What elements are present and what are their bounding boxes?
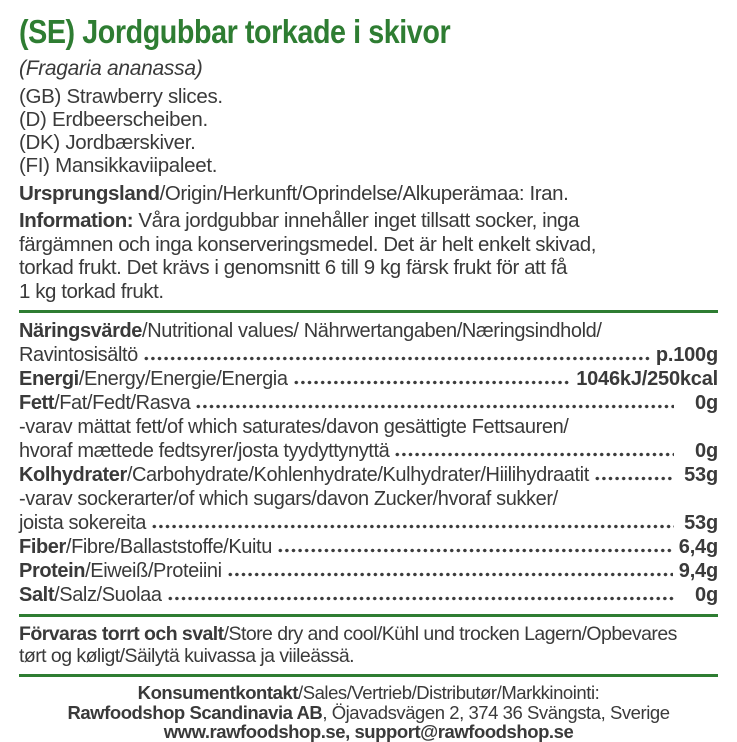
nutrition-row-saturates: [19, 415, 718, 463]
row-value: 1046kJ/250kcal: [576, 368, 718, 390]
nutrition-row-energy: [19, 367, 718, 391]
row-value: 53g: [684, 512, 718, 534]
nutrition-header-rest: /Nutritional values/ Nährwertangaben/Næringsindhold/: [142, 320, 602, 342]
page-title: (SE) Jordgubbar torkade i skivor: [19, 13, 451, 50]
row-rest: /Energy/Energie/Energia: [78, 368, 288, 390]
row-bold: Protein: [19, 560, 86, 582]
origin-text: /Origin/Herkunft/Oprindelse/Alkuperämaa: Iran.: [159, 182, 569, 205]
saturates-line1: [19, 415, 718, 439]
storage-line: tørt og køligt/Säilytä kuivassa ja viileässä.: [19, 645, 355, 667]
row-rest: /Eiweiß/Proteiini: [85, 560, 222, 582]
row-bold: Energi: [19, 368, 79, 390]
company-address: , Öjavadsvägen 2, 374 36 Svängsta, Sverige: [322, 701, 670, 723]
storage-bold: Förvaras torrt och svalt: [19, 623, 224, 645]
information-line: 1 kg torkad frukt.: [19, 279, 164, 303]
dot-leader: [277, 548, 673, 553]
dot-leader: [227, 572, 673, 577]
nutrition-header-line2: [19, 343, 718, 367]
company-name: Rawfoodshop Scandinavia AB: [67, 701, 323, 723]
nutrition-header-bold: Näringsvärde: [19, 320, 143, 342]
row-value: 9,4g: [678, 560, 718, 582]
divider-middle: [19, 614, 718, 617]
row-rest: /Salz/Suolaa: [54, 584, 162, 606]
row-value: 0g: [695, 584, 718, 606]
row-label: [19, 583, 162, 607]
origin-label: Ursprungsland: [19, 182, 160, 205]
dot-leader: [143, 356, 650, 361]
dot-leader: [167, 596, 674, 601]
nutrition-header-label: [19, 319, 602, 343]
information-line: torkad frukt. Det krävs i genomsnitt 6 till 9 kg färsk frukt för att få: [19, 256, 567, 279]
nutrition-row-header: [19, 319, 718, 367]
translation-dk: (DK) Jordbærskiver.: [19, 131, 196, 154]
row-label: joista sokereita: [19, 512, 146, 534]
contact-roles: /Sales/Vertrieb/Distributør/Markkinointi:: [298, 682, 600, 703]
nutrition-row-sugars: [19, 487, 718, 535]
row-value: 53g: [684, 464, 718, 486]
row-label: [19, 535, 272, 559]
row-rest: /Fibre/Ballaststoffe/Kuitu: [65, 536, 272, 558]
contact-roles-line: [19, 683, 718, 703]
row-rest: -varav mättat fett/of which saturates/davon gesättigte Fettsauren/: [19, 416, 569, 438]
divider-top: [19, 310, 718, 313]
row-value: 6,4g: [678, 536, 718, 558]
contact-block: [19, 683, 718, 742]
row-value: 0g: [695, 392, 718, 414]
dot-leader: [394, 452, 674, 457]
origin-line: [19, 182, 718, 206]
nutrition-row-carbohydrate: [19, 463, 718, 487]
storage-instructions: [19, 623, 718, 667]
storage-line: [19, 623, 718, 645]
nutrition-header-line1: [19, 319, 718, 343]
nutrition-row-fat: [19, 391, 718, 415]
divider-bottom: [19, 674, 718, 677]
information-text: Våra jordgubbar innehåller inget tillsatt socker, inga: [133, 209, 580, 232]
nutrition-row-salt: [19, 583, 718, 607]
row-value: 0g: [695, 440, 718, 462]
saturates-line2: [19, 439, 718, 463]
row-bold: Kolhydrater: [19, 464, 127, 486]
row-rest: /Fat/Fedt/Rasva: [54, 392, 191, 414]
information-line: färgämnen och inga konserveringsmedel. Det är helt enkelt skivad,: [19, 232, 596, 256]
translation-d: (D) Erdbeerscheiben.: [19, 108, 208, 131]
row-bold: Fett: [19, 392, 55, 414]
row-label: [19, 559, 222, 583]
translation-fi: (FI) Mansikkaviipaleet.: [19, 154, 218, 177]
sugars-line2: [19, 511, 718, 535]
row-bold: Salt: [19, 584, 55, 606]
information-label: Information:: [19, 209, 134, 232]
row-label: [19, 367, 288, 391]
dot-leader: [151, 524, 674, 529]
storage-text: /Store dry and cool/Kühl und trocken Lagern/Opbevares: [223, 623, 677, 645]
row-bold: Fiber: [19, 536, 66, 558]
translation-gb: (GB) Strawberry slices.: [19, 85, 223, 108]
row-label: [19, 463, 589, 487]
nutrition-header-value: p.100g: [655, 344, 718, 366]
contact-address-line: [19, 703, 718, 723]
dot-leader: [195, 404, 674, 409]
nutrition-header-line2-label: Ravintosisältö: [19, 344, 138, 366]
latin-name: (Fragaria ananassa): [19, 57, 203, 80]
information-line: [19, 209, 718, 233]
information-paragraph: [19, 209, 718, 303]
row-rest: -varav sockerarter/of which sugars/davon Zucker/hvoraf sukker/: [19, 488, 558, 510]
nutrition-table: [19, 319, 718, 607]
nutrition-row-fibre: [19, 535, 718, 559]
dot-leader: [594, 476, 674, 481]
dot-leader: [293, 380, 571, 385]
row-label: hvoraf mættede fedtsyrer/josta tyydyttynyttä: [19, 440, 390, 462]
nutrition-row-protein: [19, 559, 718, 583]
sugars-line1: [19, 487, 718, 511]
row-label: [19, 391, 190, 415]
contact-label: Konsumentkontakt: [137, 682, 299, 703]
row-rest: /Carbohydrate/Kohlenhydrate/Kulhydrater/Hiilihydraatit: [126, 464, 589, 486]
contact-web-email: www.rawfoodshop.se, support@rawfoodshop.se: [163, 721, 574, 742]
